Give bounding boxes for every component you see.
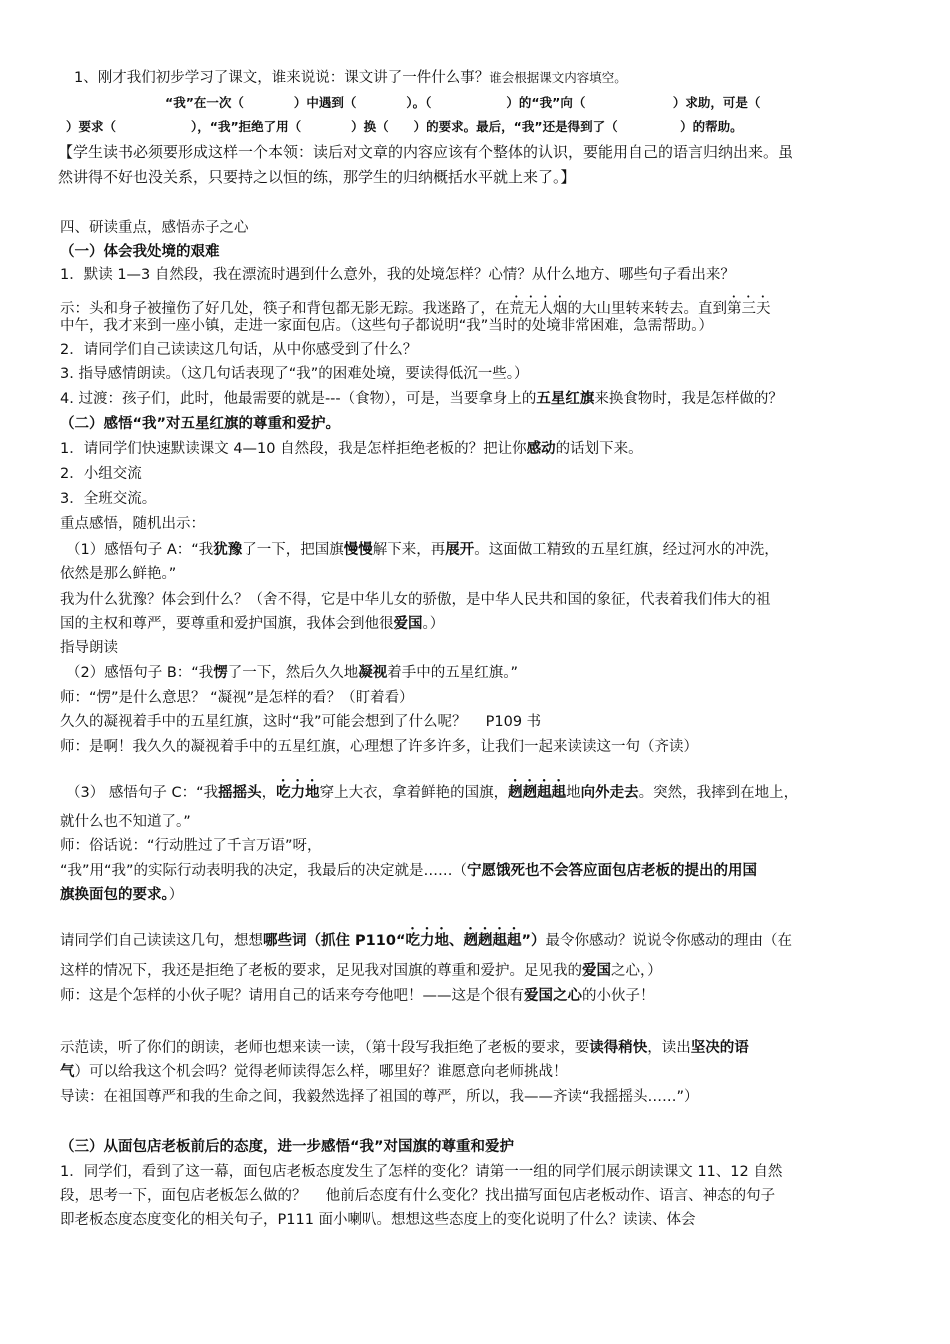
sentence-a-bold-3: 展开 [445,542,475,558]
why-text-c: 。） [422,616,445,632]
sentence-a-bold-1: 犹豫 [213,542,243,558]
fill-blank-line-1: “我”在一次（ ）中遇到（ ）。（ ）的“我”向（ ）求助，可是（ [165,95,761,110]
demo-read-line-1 [60,1038,749,1058]
step-4-text-a: 4. 过渡：孩子们，此时，他最需要的就是---（食物），可是，当要拿身上的 [60,391,537,407]
sub2-question-1 [60,439,643,459]
reread2-text-a: 这样的情况下，我还是拒绝了老板的要求，足见我对国旗的尊重和爱护。足见我的 [60,963,582,979]
demo-bold-2: 坚决的语 [690,1040,749,1056]
why-bold: 爱国 [393,616,423,632]
demo-bold-3: 气 [60,1064,75,1080]
sentence-c-bold-2: 向外走去 [580,785,639,801]
sentence-b-text-2: 了一下，然后久久地 [227,665,359,681]
praise-bold: 爱国之心 [524,988,582,1004]
sentence-a-text-2: 了一下，把国旗 [242,542,344,558]
decision-bold: 宁愿饿死也不会答应面包店老板的提出的用国 [467,863,758,879]
sentence-c-text-2: ， [261,785,277,801]
emphasis-dotted-1: 荒无人烟 [509,301,568,317]
why-text-a: 国的主权和尊严，要尊重和爱护国旗，我体会到他很 [60,616,394,632]
sentence-c-line-1 [66,777,798,803]
sentence-c-dotted-2: 趔趔趄趄 [508,785,567,801]
question-1 [74,68,627,88]
sentence-b-line [66,663,518,683]
sentence-c-line-2: 就什么也不知道了。” [60,814,191,830]
sentence-a-line-1 [66,540,779,560]
sentence-a-line-2: 依然是那么鲜艳。” [60,566,177,582]
focus-heading: 重点感悟，随机出示： [60,516,205,532]
step-2-prompt: 2．请同学们自己读读这几句话，从中你感受到了什么？ [60,342,418,358]
praise-text-a: 师：这是个怎样的小伙子呢？请用自己的话来夸夸他吧！——这是个很有 [60,988,524,1004]
sentence-c-bold-1: 摇摇头 [218,785,262,801]
subsection-3-title: （三）从面包店老板前后的态度，进一步感悟“我”对国旗的尊重和爱护 [60,1139,515,1155]
demo-read-line-2 [60,1062,568,1082]
sentence-a-bold-2: 慢慢 [343,542,373,558]
reread-bold-b: 哪些词（抓住 P110“ [263,933,406,949]
sentence-c-text-4: 地 [566,785,581,801]
subsection-2-title: （二）感悟“我”对五星红旗的尊重和爱护。 [60,416,341,432]
show-sentence-line-2: 中午，我才来到一座小镇，走进一家面包店。（这些句子都说明“我”当时的处境非常困难，急需帮助。） [60,318,714,334]
demo-text-c: ，读出 [647,1040,691,1056]
reread-line-2 [60,961,662,981]
question-1-text: 1、刚才我们初步学习了课文，谁来说说：课文讲了一件什么事？ [74,70,490,86]
teacher-line-1: 师：“愣”是什么意思？ “凝视”是怎样的看？（盯着看） [60,690,414,706]
sentence-b-text-1: （2）感悟句子 B：“我 [66,665,214,681]
decision-line-1 [60,861,757,881]
reread-text-a: 请同学们自己读读这几句，想想 [60,933,263,949]
sub2-q1-bold: 感动 [526,441,556,457]
section-4-title: 四、研读重点，感悟赤子之心 [60,220,249,236]
praise-line [60,986,655,1006]
sub3-line-3: 即老板态度态度变化的相关句子，P111 面小喇叭。想想这些态度上的变化说明了什么？读读、体会 [60,1212,696,1228]
reread2-bold: 爱国 [582,963,611,979]
teacher-note-line-1: 【学生读书必须要形成这样一个本领：读后对文章的内容应该有个整体的认识，要能用自己的语言归纳出来。虽 [58,143,794,161]
sub2-q1-text-c: 的话划下来。 [555,441,643,457]
sentence-c-text-3: 穿上大衣，拿着鲜艳的国旗， [319,785,509,801]
step-4-bold: 五星红旗 [536,391,595,407]
question-1-hint: 谁会根据课文内容填空。 [489,70,627,85]
sentence-b-bold-1: 愣 [213,665,228,681]
teacher-line-2: 久久的凝视着手中的五星红旗，这时“我”可能会想到了什么呢？ P109 书 [60,714,542,730]
decision-text: “我”用“我”的实际行动表明我的决定，我最后的决定就是……（ [60,863,468,879]
why-line-1: 我为什么犹豫？体会到什么？（舍不得，它是中华儿女的骄傲，是中华人民共和国的象征，代表着我们伟大的祖 [60,592,771,608]
sentence-c-text-5: 。突然，我摔到在地上， [638,785,799,801]
praise-text-c: 的小伙子！ [582,988,655,1004]
sub2-question-3: 3．全班交流。 [60,491,157,507]
why-line-2 [60,614,444,634]
teacher-note-line-2: 然讲得不好也没关系，只要持之以恒的练，那学生的归纳概括水平就上来了。】 [58,168,576,186]
sentence-a-text-4: 。这面做工精致的五星红旗，经过河水的冲洗， [474,542,779,558]
sub2-question-2: 2．小组交流 [60,466,142,482]
sentence-c-text-1: （3） 感悟句子 C：“我 [66,785,219,801]
lead-read-line: 导读：在祖国尊严和我的生命之间，我毅然选择了祖国的尊严，所以，我——齐读“我摇摇头……”） [60,1089,699,1105]
decision-close: ） [168,887,184,903]
decision-bold-2: 旗换面包的要求。 [60,887,169,903]
teacher-line-4: 师：俗话说：“行动胜过了千言万语”呀， [60,838,322,854]
reread-bold-d: ”） [521,933,546,949]
fill-blank-line-2: ）要求（ ），“我”拒绝了用（ ）换（ ）的要求。最后，“我”还是得到了（ ）的帮助。 [66,119,743,134]
step-4-prompt [60,389,783,409]
guide-reading: 指导朗读 [60,640,118,656]
reread-dotted: 吃力地、趔趔趄趄 [405,933,522,949]
teacher-line-3: 师：是啊！我久久的凝视着手中的五星红旗，心理想了许多许多，让我们一起来读读这一句（齐读） [60,739,698,755]
reread2-text-c: 之心，） [611,963,662,979]
demo-text-d: ）可以给我这个机会吗？觉得老师读得怎么样，哪里好？谁愿意向老师挑战！ [74,1064,568,1080]
step-1-prompt: 1．默读 1—3 自然段，我在漂流时遇到什么意外，我的处境怎样？心情？从什么地方、哪些句子看出来？ [60,267,735,283]
sentence-b-bold-2: 凝视 [358,665,388,681]
step-3-prompt: 3. 指导感情朗读。（这几句话表现了“我”的困难处境，要读得低沉一些。） [60,366,529,382]
decision-line-2 [60,885,183,905]
reread-text-e: 最令你感动？说说令你感动的理由（在 [545,933,793,949]
emphasis-dotted-2: 第三天 [727,301,771,317]
sentence-a-text-1: （1）感悟句子 A：“我 [66,542,214,558]
sub3-line-1: 1．同学们，看到了这一幕，面包店老板态度发生了怎样的变化？请第一一组的同学们展示朗读课文 11、12 自然 [60,1164,783,1180]
show-text-b: 的大山里转来转去。直到 [567,301,727,317]
demo-text-a: 示范读，听了你们的朗读，老师也想来读一读，（第十段写我拒绝了老板的要求，要 [60,1040,590,1056]
subsection-1-title: （一）体会我处境的艰难 [60,244,220,260]
sentence-c-dotted-1: 吃力地 [276,785,320,801]
sub3-line-2: 段，思考一下，面包店老板怎么做的？ 他前后态度有什么变化？找出描写面包店老板动作、语言、神态的句子 [60,1188,776,1204]
sub2-q1-text-a: 1．请同学们快速默读课文 4—10 自然段，我是怎样拒绝老板的？把让你 [60,441,527,457]
sentence-a-text-3: 解下来，再 [372,542,446,558]
reread-line-1 [60,925,792,951]
sentence-b-text-3: 着手中的五星红旗。” [387,665,519,681]
step-4-text-c: 来换食物时，我是怎样做的？ [594,391,783,407]
demo-bold-1: 读得稍快 [589,1040,648,1056]
show-text-a: 示：头和身子被撞伤了好几处，筷子和背包都无影无踪。我迷路了，在 [60,301,510,317]
